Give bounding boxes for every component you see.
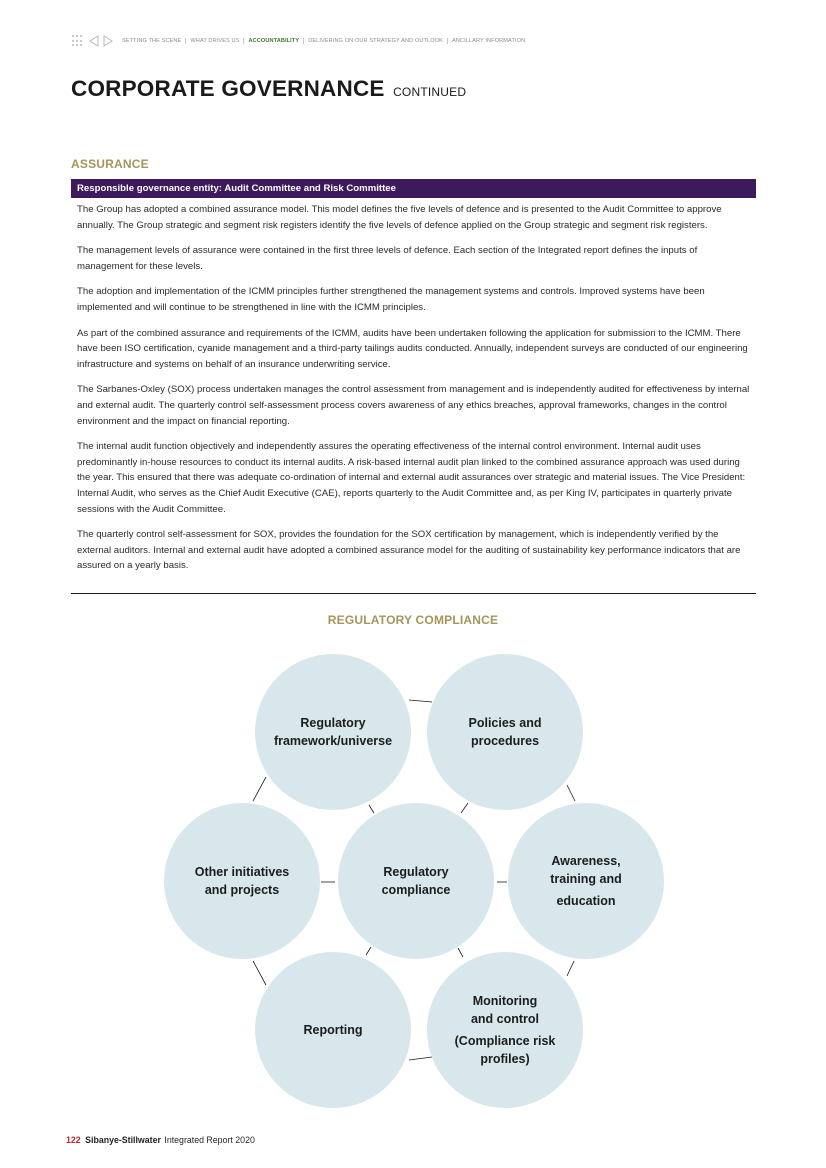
- node-policies-procedures: [427, 654, 583, 810]
- node-label: framework/universe: [273, 734, 393, 748]
- node-label: Policies and: [468, 716, 542, 730]
- assurance-paragraph: The adoption and implementation of the ICMM principles further strengthened the management systems and controls. Improved systems have been implemented and will continue to be strengthened in line with the ICMM principles.: [77, 286, 705, 313]
- nav-tab-delivering-on-strategy[interactable]: DELIVERING ON OUR STRATEGY AND OUTLOOK: [308, 38, 443, 44]
- node-label: and projects: [204, 883, 280, 897]
- connector-line: [458, 948, 463, 957]
- node-label: Awareness,: [551, 854, 621, 868]
- connector-line: [461, 803, 468, 813]
- assurance-paragraph: The internal audit function objectively and independently assures the operating effectiveness of the internal control environment. Internal audit uses predominantly in-house resources to conduct its internal audits. A risk-based internal audit plan linked to the combined assurance approach was used during the year. This ensured that there was adequate co-ordination of internal and external audit assurances over strategic and material issues. The Vice President: Internal Audit, who serves as the Chief Audit Executive (CAE), reports quarterly to the Audit Committee and, as per King IV, participates in quarterly private sessions with the Audit Committee.: [77, 441, 746, 515]
- node-label: training and: [550, 872, 622, 886]
- connector-line: [366, 947, 371, 955]
- node-label: Reporting: [303, 1023, 363, 1037]
- page-title-text: CORPORATE GOVERNANCE: [71, 76, 385, 101]
- connector-line: [567, 961, 574, 976]
- assurance-paragraph: The Sarbanes-Oxley (SOX) process undertaken manages the control assessment from management and is independently audited for effectiveness by internal and external audit. The quarterly control self-assessment process covers awareness of any ethics breaches, approval frameworks, changes in the control environment and the impact on financial reporting.: [77, 384, 750, 427]
- assurance-paragraph: The management levels of assurance were contained in the first three levels of defence. Each section of the Integrated report defines the inputs of management for these levels.: [77, 245, 698, 272]
- node-label: compliance: [381, 883, 451, 897]
- page-number: 122: [66, 1135, 81, 1145]
- connector-line: [253, 777, 266, 801]
- nav-tab-setting-the-scene[interactable]: SETTING THE SCENE: [122, 38, 182, 44]
- connector-line: [567, 785, 575, 801]
- assurance-heading: ASSURANCE: [71, 157, 149, 171]
- assurance-paragraph: As part of the combined assurance and requirements of the ICMM, audits have been undertaken following the application for submission to the ICMM. There have been ISO certification, cyanide management and a third-party tailings audits conducted. Annually, independent surveys are conducted of our engineering infrastructure and systems on behalf of an insurance underwriting service.: [77, 327, 748, 370]
- node-label: Monitoring: [472, 994, 538, 1008]
- node-label: Regulatory: [300, 716, 366, 730]
- page-footer: [66, 1135, 255, 1145]
- node-label: education: [556, 894, 616, 908]
- node-label: and control: [470, 1012, 540, 1026]
- node-label: Other initiatives: [194, 865, 290, 879]
- footer-report-name: Integrated Report 2020: [164, 1135, 255, 1145]
- nav-tab-accountability[interactable]: ACCOUNTABILITY: [248, 38, 300, 44]
- connector-line: [409, 1057, 432, 1060]
- responsible-entity-bar: Responsible governance entity: Audit Committee and Risk Committee: [71, 179, 756, 198]
- node-other-initiatives: [164, 803, 320, 959]
- nav-tab-what-drives-us[interactable]: WHAT DRIVES US: [190, 38, 240, 44]
- connector-line: [409, 700, 432, 702]
- node-regulatory-compliance-center: [338, 803, 494, 959]
- node-label: (Compliance risk profiles): [454, 1034, 556, 1066]
- assurance-paragraph: The quarterly control self-assessment for SOX, provides the foundation for the SOX certification by management, which is independently verified by the external auditors. Internal and external audit have adopted a combined assurance model for the auditing of sustainability key performance indicators that are assured on a yearly basis.: [77, 529, 741, 572]
- page-title-continued: CONTINUED: [393, 85, 467, 99]
- node-label: Regulatory: [383, 865, 449, 879]
- connector-line: [369, 805, 374, 813]
- assurance-paragraph: The Group has adopted a combined assurance model. This model defines the five levels of defence and is presented to the Audit Committee to approve annually. The Group strategic and segment risk registers identify the five levels of defence applied on the Group strategic and segment risk registers.: [77, 204, 722, 231]
- node-monitoring-control: [427, 952, 583, 1108]
- footer-brand: Sibanye-Stillwater: [85, 1135, 161, 1145]
- node-reporting: [255, 952, 411, 1108]
- connector-line: [253, 961, 266, 985]
- node-awareness-training: [508, 803, 664, 959]
- node-label: procedures: [470, 734, 540, 748]
- diagram-title: REGULATORY COMPLIANCE: [327, 613, 499, 627]
- node-regulatory-framework: [255, 654, 411, 810]
- nav-tab-ancillary-information[interactable]: ANCILLARY INFORMATION: [451, 38, 526, 44]
